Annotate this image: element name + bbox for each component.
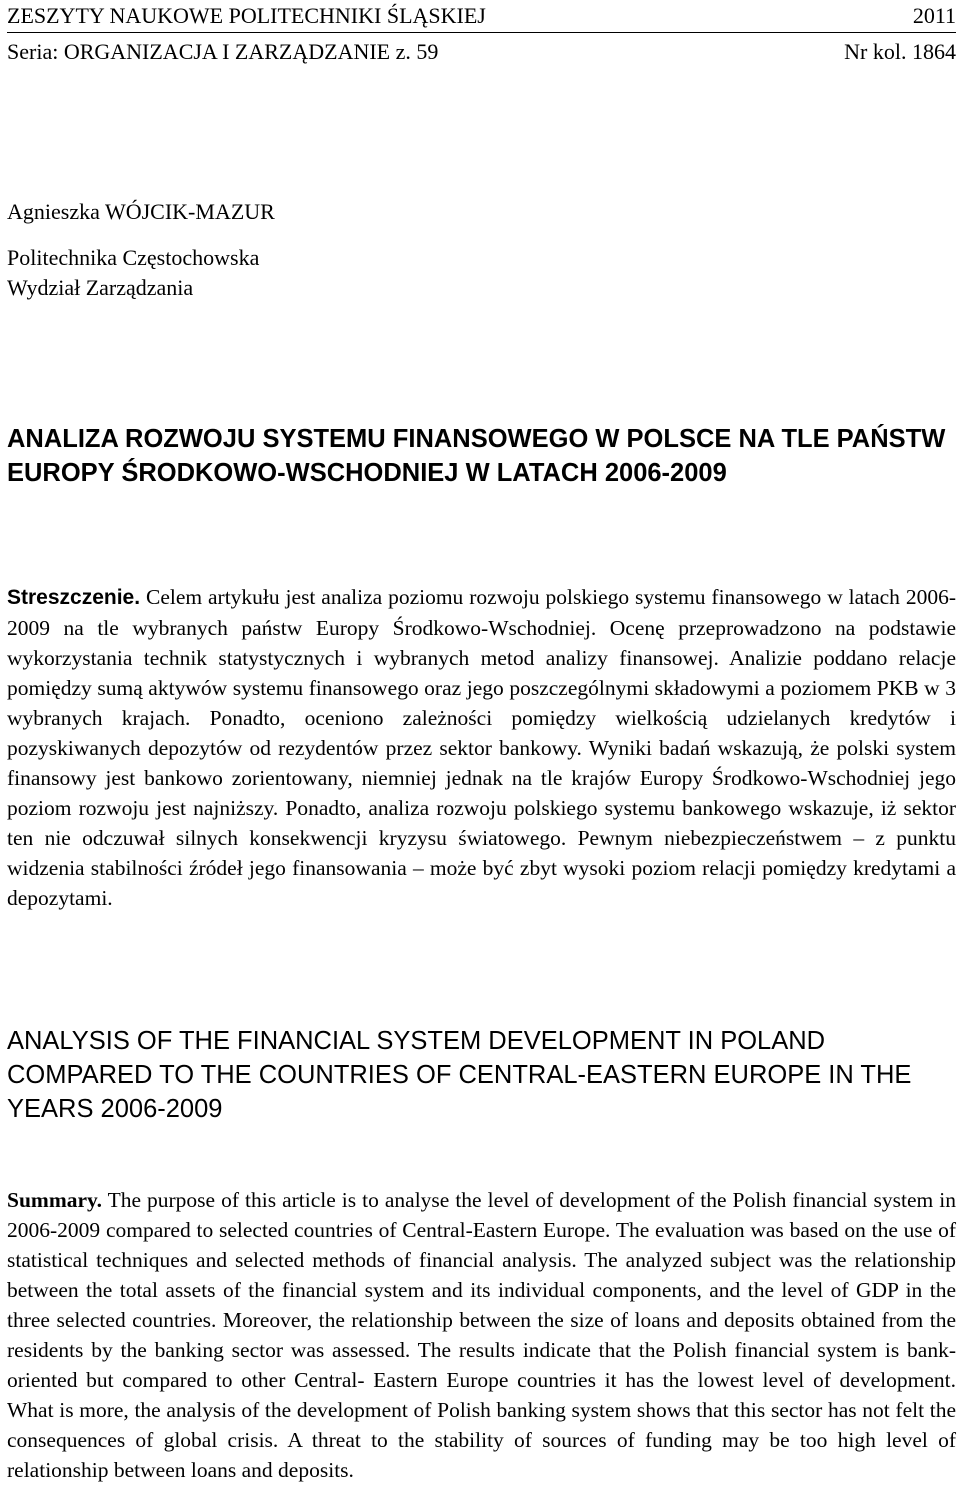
journal-year: 2011 xyxy=(912,3,956,28)
series-name: Seria: ORGANIZACJA I ZARZĄDZANIE z. 59 xyxy=(7,39,439,64)
journal-name: ZESZYTY NAUKOWE POLITECHNIKI ŚLĄSKIEJ xyxy=(7,3,486,28)
abstract-polish xyxy=(7,582,956,913)
title-polish: ANALIZA ROZWOJU SYSTEMU FINANSOWEGO W POLSCE NA TLE PAŃSTW EUROPY ŚRODKOWO-WSCHODNIEJ W LATACH 2006-2009 xyxy=(7,425,946,487)
author-faculty: Wydział Zarządzania xyxy=(7,275,194,300)
paper-page xyxy=(7,0,956,1505)
abstract-polish-label: Streszczenie. xyxy=(7,586,141,609)
header-rule xyxy=(7,32,956,33)
author-name: Agnieszka WÓJCIK-MAZUR xyxy=(7,199,275,224)
abstract-polish-text: Celem artykułu jest analiza poziomu rozwoju polskiego systemu finansowego w latach 2006-2009 na tle wybranych państw Europy Środkowo-Wschodniej. Ocenę przeprowadzono na podstawie wykorzystania technik statystycznych i wybranych metod analizy finansowej. Analizie poddano relacje pomiędzy sumą aktywów systemu finansowego oraz jego poszczególnymi składowymi a poziomem PKB w 3 wybranych krajach. Ponadto, oceniono zależności pomiędzy wielkością udzielanych kredytów i pozyskiwanych depozytów od rezydentów przez sektor bankowy. Wyniki badań wskazują, że polski system finansowy jest bankowo zorientowany, niemniej jednak na tle krajów Europy Środkowo-Wschodniej jego poziom rozwoju jest najniższy. Ponadto, analiza rozwoju polskiego systemu bankowego wskazuje, iż sektor ten nie odczuwał silnych konsekwencji kryzysu światowego. Pewnym niebezpieczeństwem – z punktu widzenia stabilności źródeł jego finansowania – może być zbyt wysoki poziom relacji pomiędzy kredytami a depozytami. xyxy=(7,585,956,910)
issue-number: Nr kol. 1864 xyxy=(844,39,956,64)
abstract-english xyxy=(7,1185,956,1485)
author-university: Politechnika Częstochowska xyxy=(7,245,260,270)
abstract-english-label: Summary. xyxy=(7,1188,102,1212)
abstract-english-text: The purpose of this article is to analyse the level of development of the Polish financial system in 2006-2009 compared to selected countries of Central-Eastern Europe. The evaluation was based on the use of statistical techniques and selected methods of financial analysis. The analyzed subject was the relationship between the total assets of the financial system and its individual components, and the level of GDP in the three selected countries. Moreover, the relationship between the size of loans and deposits obtained from the residents by the banking sector was assessed. The results indicate that the Polish financial system is bank-oriented but compared to other Central- Eastern Europe countries it has the lowest level of development. What is more, the analysis of the development of Polish banking system shows that this sector has not felt the consequences of global crisis. A threat to the stability of sources of funding may be too high level of relationship between loans and deposits. xyxy=(7,1188,956,1482)
title-english: ANALYSIS OF THE FINANCIAL SYSTEM DEVELOPMENT IN POLAND COMPARED TO THE COUNTRIES OF CENTRAL-EASTERN EUROPE IN THE YEARS 2006-2009 xyxy=(7,1027,912,1123)
